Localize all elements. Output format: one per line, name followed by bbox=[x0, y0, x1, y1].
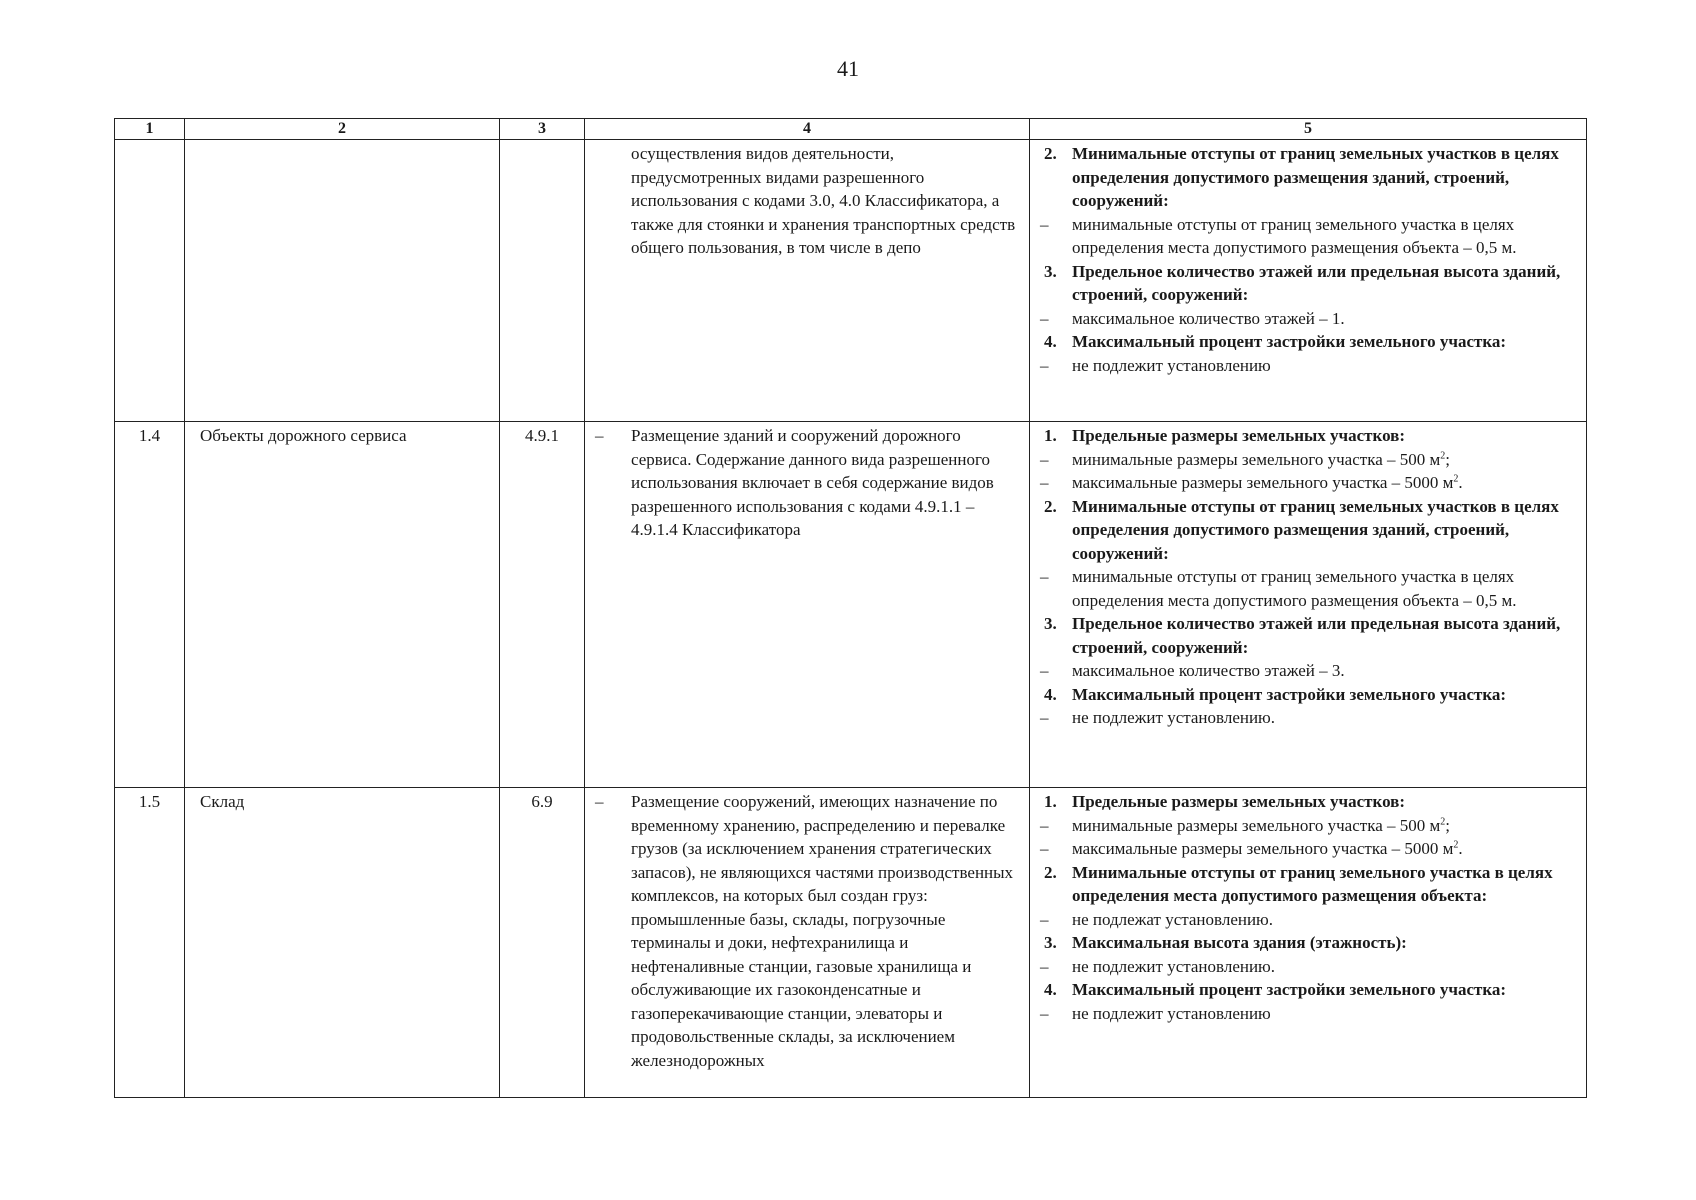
parameter-text bbox=[1072, 495, 1578, 566]
parameter-item bbox=[1040, 837, 1578, 861]
parameters-cell bbox=[1030, 422, 1587, 788]
parameter-item bbox=[1040, 448, 1578, 472]
number-marker: 4. bbox=[1044, 332, 1057, 351]
parameter-text bbox=[1072, 330, 1578, 354]
parameter-text-main: Минимальные отступы от границ земельного участка в целях определения места допустимого размещения объекта: bbox=[1072, 862, 1553, 905]
parameter-text-main: Максимальный процент застройки земельного участка: bbox=[1072, 332, 1507, 351]
number-marker: 4. bbox=[1044, 980, 1057, 999]
parameter-text-main: минимальные отступы от границ земельного участка в целях определения места допустимого размещения объекта – 0,5 м. bbox=[1072, 567, 1517, 610]
number-marker: 2. bbox=[1044, 862, 1057, 882]
parameter-text bbox=[1072, 448, 1578, 472]
superscript: 2 bbox=[1440, 815, 1446, 827]
parameter-text-main: не подлежит установлению. bbox=[1072, 956, 1276, 976]
parameter-text bbox=[1072, 307, 1578, 331]
parameter-item bbox=[1040, 307, 1578, 331]
parameter-heading bbox=[1040, 790, 1578, 814]
parameter-text bbox=[1072, 424, 1578, 448]
parameter-text-main: Предельные размеры земельных участков: bbox=[1072, 792, 1406, 811]
parameter-heading bbox=[1040, 612, 1578, 659]
parameter-text-main: максимальное количество этажей – 1. bbox=[1072, 308, 1345, 328]
parameter-heading bbox=[1040, 683, 1578, 707]
table-row bbox=[115, 788, 1587, 1098]
column-header: 3 bbox=[500, 119, 585, 140]
parameter-text bbox=[1072, 260, 1578, 307]
number-marker: 2. bbox=[1044, 496, 1057, 516]
parameter-item bbox=[1040, 213, 1578, 260]
use-name-cell: Объекты дорожного сервиса bbox=[185, 422, 500, 788]
parameter-text-main: максимальные размеры земельного участка – 5000 м bbox=[1072, 473, 1454, 492]
parameter-heading bbox=[1040, 142, 1578, 213]
parameter-text-main: Минимальные отступы от границ земельных участков в целях определения допустимого размещения зданий, строений, сооружений: bbox=[1072, 144, 1559, 210]
dash-marker: – bbox=[1040, 815, 1049, 835]
number-marker: 3. bbox=[1044, 261, 1057, 281]
parameter-text-main: Предельное количество этажей или предельная высота зданий, строений, сооружений: bbox=[1072, 261, 1561, 304]
dash-marker: – bbox=[1040, 355, 1049, 375]
parameter-item bbox=[1040, 471, 1578, 495]
parameter-text bbox=[1072, 213, 1578, 260]
parameter-text-main: максимальные размеры земельного участка – 5000 м bbox=[1072, 839, 1454, 858]
parameter-item bbox=[1040, 1002, 1578, 1026]
parameter-text-main: максимальное количество этажей – 3. bbox=[1072, 661, 1345, 680]
parameter-text-main: не подлежит установлению bbox=[1072, 355, 1271, 375]
code-cell: 6.9 bbox=[500, 788, 585, 1098]
parameter-heading bbox=[1040, 260, 1578, 307]
dash-marker: – bbox=[1040, 214, 1049, 234]
parameter-text-main: Предельные размеры земельных участков: bbox=[1072, 426, 1406, 445]
punctuation: ; bbox=[1445, 815, 1450, 835]
description-cell bbox=[585, 140, 1030, 422]
parameter-heading bbox=[1040, 861, 1578, 908]
dash-marker: – bbox=[595, 426, 604, 445]
number-marker: 3. bbox=[1044, 933, 1057, 952]
parameter-text bbox=[1072, 354, 1578, 378]
parameter-text bbox=[1072, 706, 1578, 730]
parameter-text-main: минимальные размеры земельного участка – 500 м bbox=[1072, 815, 1441, 835]
parameter-text-main: не подлежит установлению. bbox=[1072, 708, 1276, 727]
parameter-heading bbox=[1040, 978, 1578, 1002]
page-number: 41 bbox=[837, 56, 859, 81]
dash-marker: – bbox=[1040, 1003, 1049, 1023]
parameter-text-main: не подлежит установлению bbox=[1072, 1003, 1271, 1023]
use-name-cell: Склад bbox=[185, 788, 500, 1098]
parameter-item bbox=[1040, 955, 1578, 979]
parameters-cell bbox=[1030, 788, 1587, 1098]
dash-marker: – bbox=[595, 792, 604, 811]
description-cell bbox=[585, 422, 1030, 788]
parameter-item bbox=[1040, 706, 1578, 730]
parameter-text-main: Максимальный процент застройки земельного участка: bbox=[1072, 684, 1507, 704]
parameter-text bbox=[1072, 861, 1578, 908]
parameter-text-main: Минимальные отступы от границ земельных участков в целях определения допустимого размещения зданий, строений, сооружений: bbox=[1072, 496, 1559, 563]
code-cell: 4.9.1 bbox=[500, 422, 585, 788]
dash-marker: – bbox=[1040, 956, 1049, 976]
parameter-text bbox=[1072, 471, 1578, 495]
number-marker: 4. bbox=[1044, 684, 1057, 704]
row-number-cell: 1.4 bbox=[115, 422, 185, 788]
parameter-heading bbox=[1040, 424, 1578, 448]
parameter-heading bbox=[1040, 495, 1578, 566]
parameter-item bbox=[1040, 908, 1578, 932]
parameter-text bbox=[1072, 908, 1578, 932]
parameter-text-main: не подлежат установлению. bbox=[1072, 909, 1274, 929]
description-text: Размещение сооружений, имеющих назначение по временному хранению, распределению и перевалке грузов (за исключением хранения стратегических запасов), не являющихся частями производственных комплексов, на которых был создан груз: промышленные базы, склады, погрузочные терминалы и доки, нефтехранилища и нефтеналивные станции, газовые хранилища и обслуживающие их газоконденсатные и газоперекачивающие станции, элеваторы и продовольственные склады, за исключением железнодорожных bbox=[631, 792, 1014, 1070]
dash-marker: – bbox=[1040, 839, 1049, 858]
parameter-text-main: Максимальный процент застройки земельного участка: bbox=[1072, 980, 1507, 999]
superscript: 2 bbox=[1453, 473, 1459, 485]
table-row bbox=[115, 140, 1587, 422]
punctuation: . bbox=[1458, 473, 1463, 492]
parameter-text bbox=[1072, 931, 1578, 955]
punctuation: . bbox=[1458, 839, 1463, 858]
parameter-item bbox=[1040, 814, 1578, 838]
dash-marker: – bbox=[1040, 567, 1049, 586]
parameter-text-main: Максимальная высота здания (этажность): bbox=[1072, 933, 1407, 952]
row-number-cell: 1.5 bbox=[115, 788, 185, 1098]
row-number-cell bbox=[115, 140, 185, 422]
dash-marker: – bbox=[1040, 661, 1049, 680]
description-cell bbox=[585, 788, 1030, 1098]
column-header: 1 bbox=[115, 119, 185, 140]
parameter-text-main: минимальные отступы от границ земельного участка в целях определения места допустимого размещения объекта – 0,5 м. bbox=[1072, 214, 1517, 257]
parameter-text bbox=[1072, 837, 1578, 861]
dash-marker: – bbox=[1040, 449, 1049, 469]
parameter-text bbox=[1072, 814, 1578, 838]
parameter-text bbox=[1072, 565, 1578, 612]
parameters-cell bbox=[1030, 140, 1587, 422]
parameter-heading bbox=[1040, 330, 1578, 354]
parameter-text bbox=[1072, 659, 1578, 683]
description-text: осуществления видов деятельности, предусмотренных видами разрешенного использования с кодами 3.0, 4.0 Классификатора, а также для стоянки и хранения транспортных средств общего пользования, в том числе в депо bbox=[631, 144, 1016, 257]
parameter-item bbox=[1040, 659, 1578, 683]
column-header: 5 bbox=[1030, 119, 1587, 140]
parameter-text bbox=[1072, 683, 1578, 707]
number-marker: 3. bbox=[1044, 614, 1057, 633]
parameter-text bbox=[1072, 612, 1578, 659]
parameter-text bbox=[1072, 142, 1578, 213]
superscript: 2 bbox=[1440, 449, 1446, 461]
use-name-cell bbox=[185, 140, 500, 422]
parameter-item bbox=[1040, 565, 1578, 612]
parameter-text bbox=[1072, 1002, 1578, 1026]
parameter-heading bbox=[1040, 931, 1578, 955]
code-cell bbox=[500, 140, 585, 422]
column-header: 2 bbox=[185, 119, 500, 140]
dash-marker: – bbox=[1040, 708, 1049, 727]
table-row bbox=[115, 422, 1587, 788]
parameter-item bbox=[1040, 354, 1578, 378]
number-marker: 1. bbox=[1044, 792, 1057, 811]
regulations-table bbox=[114, 118, 1587, 1098]
number-marker: 2. bbox=[1044, 144, 1057, 163]
column-header: 4 bbox=[585, 119, 1030, 140]
description-text: Размещение зданий и сооружений дорожного сервиса. Содержание данного вида разрешенного использования включает в себя содержание видов разрешенного использования с кодами 4.9.1.1 – 4.9.1.4 Классификатора bbox=[631, 426, 994, 539]
dash-marker: – bbox=[1040, 909, 1049, 929]
superscript: 2 bbox=[1453, 839, 1459, 851]
parameter-text bbox=[1072, 955, 1578, 979]
number-marker: 1. bbox=[1044, 426, 1057, 445]
parameter-text bbox=[1072, 978, 1578, 1002]
punctuation: ; bbox=[1445, 449, 1450, 469]
dash-marker: – bbox=[1040, 308, 1049, 328]
parameter-text bbox=[1072, 790, 1578, 814]
header-row bbox=[115, 119, 1587, 140]
dash-marker: – bbox=[1040, 473, 1049, 492]
parameter-text-main: минимальные размеры земельного участка – 500 м bbox=[1072, 449, 1441, 469]
parameter-text-main: Предельное количество этажей или предельная высота зданий, строений, сооружений: bbox=[1072, 614, 1561, 657]
